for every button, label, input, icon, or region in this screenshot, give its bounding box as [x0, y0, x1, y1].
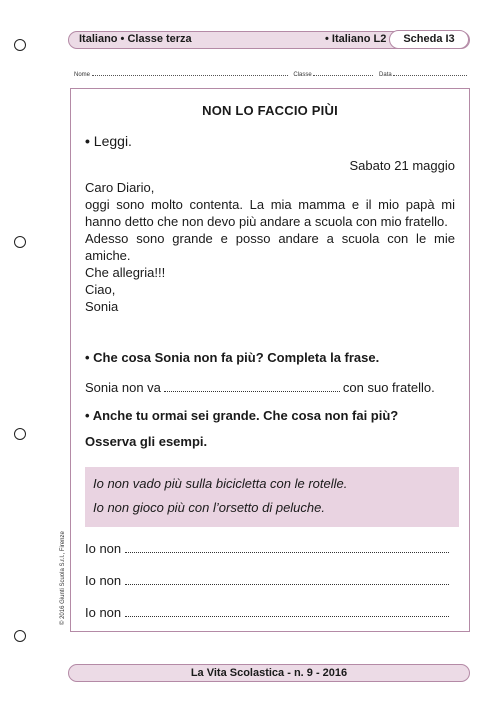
- name-field[interactable]: [92, 68, 288, 76]
- question-1: • Che cosa Sonia non fa più? Completa la frase.: [85, 349, 379, 366]
- worksheet-title: NON LO FACCIO PIÙI: [202, 103, 338, 118]
- diary-date: Sabato 21 maggio: [349, 158, 455, 173]
- example-sentence: Io non vado più sulla bicicletta con le rotelle.: [93, 476, 348, 491]
- worksheet-frame: [70, 88, 470, 632]
- question-2: • Anche tu ormai sei grande. Che cosa non fai più?: [85, 407, 398, 424]
- date-field[interactable]: [393, 68, 467, 76]
- instruction-read: • Leggi.: [85, 133, 132, 150]
- answer-blank[interactable]: [125, 542, 449, 553]
- binder-hole-2: [14, 236, 26, 248]
- answer-row-2: Io non: [85, 573, 449, 588]
- name-label: Nome: [74, 72, 91, 78]
- diary-line: Ciao,: [85, 282, 116, 297]
- binder-hole-3: [14, 428, 26, 440]
- diary-line: Caro Diario,: [85, 180, 155, 195]
- sentence-blank[interactable]: [164, 380, 340, 392]
- answer-blank[interactable]: [125, 574, 449, 585]
- binder-hole-1: [14, 39, 26, 51]
- class-label: Classe: [293, 72, 312, 78]
- header-sheet-tab: Scheda I3: [389, 30, 469, 49]
- diary-line: Adesso sono grande e posso andare a scuola con le mie amiche.: [85, 231, 455, 263]
- complete-sentence: Sonia non va con suo fratello.: [85, 380, 435, 395]
- examples-box: [85, 467, 459, 527]
- date-label: Data: [379, 72, 392, 78]
- diary-line: Sonia: [85, 299, 119, 314]
- diary-text: [85, 179, 455, 315]
- answer-blank[interactable]: [125, 606, 449, 617]
- class-field[interactable]: [313, 68, 373, 76]
- observe-examples: Osserva gli esempi.: [85, 434, 208, 449]
- header-subject: Italiano • Classe terza: [79, 33, 192, 45]
- header-bar: [68, 31, 470, 49]
- answer-row-3: Io non: [85, 605, 449, 620]
- header-section: • Italiano L2: [325, 33, 387, 45]
- footer-bar: La Vita Scolastica - n. 9 - 2016: [68, 664, 470, 682]
- diary-line: Che allegria!!!: [85, 265, 166, 280]
- copyright-notice: © 2016 Giunti Scuola S.r.l., Firenze: [60, 531, 66, 625]
- diary-line: oggi sono molto contenta. La mia mamma e il mio papà mi hanno detto che non devo più andare a scuola con mio fratello.: [85, 197, 455, 229]
- example-sentence: Io non gioco più con l’orsetto di peluche.: [93, 500, 325, 515]
- answer-row-1: Io non: [85, 541, 449, 556]
- binder-hole-4: [14, 630, 26, 642]
- student-info-line: [74, 68, 474, 78]
